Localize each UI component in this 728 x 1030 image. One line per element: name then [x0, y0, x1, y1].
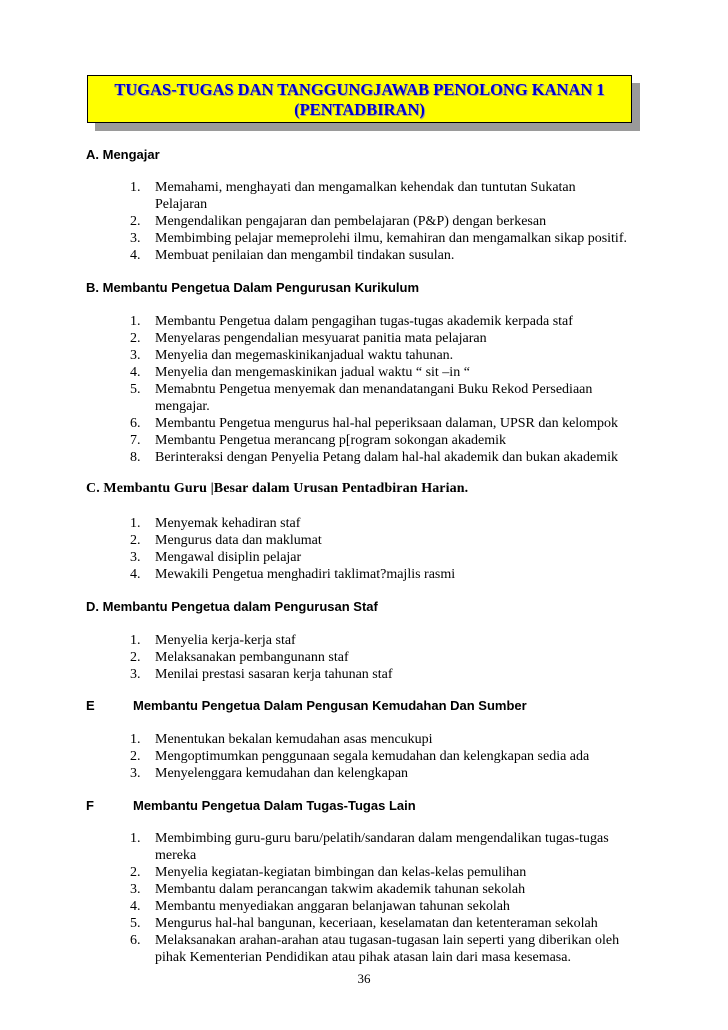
list-item	[130, 179, 627, 213]
list-item	[130, 830, 619, 864]
list-item-number: 3.	[130, 348, 141, 363]
list-item-number: 5.	[130, 382, 141, 397]
list-item	[130, 898, 619, 915]
section-c-list	[130, 515, 455, 583]
list-item-number: 2.	[130, 650, 141, 665]
list-item-number: 3.	[130, 766, 141, 781]
list-item	[130, 347, 618, 364]
section-f-list	[130, 830, 619, 966]
list-item	[130, 881, 619, 898]
list-item-text: Menyelia kerja-kerja staf	[155, 633, 296, 648]
list-item	[130, 532, 455, 549]
list-item-number: 4.	[130, 899, 141, 914]
list-item-number: 5.	[130, 916, 141, 931]
list-item-number: 3.	[130, 550, 141, 565]
section-d-list	[130, 632, 393, 683]
list-item-text: Menyelaras pengendalian mesyuarat panitia mata pelajaran	[155, 331, 487, 346]
section-f-title: Membantu Pengetua Dalam Tugas-Tugas Lain	[133, 798, 416, 813]
list-item-number: 2.	[130, 749, 141, 764]
list-item	[130, 666, 393, 683]
list-item-text: Berinteraksi dengan Penyelia Petang dalam hal-hal akademik dan bukan akademik	[155, 450, 619, 465]
title-line-2: (PENTADBIRAN)	[294, 100, 425, 119]
list-item-text: Membantu Pengetua dalam pengagihan tugas-tugas akademik kerpada staf	[155, 314, 573, 329]
title-line-1: TUGAS-TUGAS DAN TANGGUNGJAWAB PENOLONG KANAN 1	[114, 80, 605, 99]
list-item	[130, 765, 589, 782]
list-item-number: 4.	[130, 248, 141, 263]
list-item	[130, 432, 618, 449]
list-item-text: Membantu Pengetua merancang p[rogram sokongan akademik	[155, 433, 507, 448]
list-item-text: Menilai prestasi sasaran kerja tahunan staf	[155, 667, 393, 682]
list-item	[130, 449, 618, 466]
list-item-text: Membantu Pengetua mengurus hal-hal peperiksaan dalaman, UPSR dan kelompok	[155, 416, 619, 431]
section-e-heading	[86, 698, 527, 713]
list-item	[130, 515, 455, 532]
list-item-text: Membimbing guru-guru baru/pelatih/sandaran dalam mengendalikan tugas-tugas mereka	[155, 831, 609, 863]
section-f-letter: F	[86, 798, 94, 813]
list-item-text: Membantu menyediakan anggaran belanjawan tahunan sekolah	[155, 899, 510, 914]
list-item-text: Mengurus hal-hal bangunan, keceriaan, keselamatan dan ketenteraman sekolah	[155, 916, 598, 931]
list-item-number: 4.	[130, 365, 141, 380]
list-item-text: Memabntu Pengetua menyemak dan menandatangani Buku Rekod Persediaan mengajar.	[155, 382, 593, 414]
section-a-list	[130, 179, 627, 264]
section-d-heading: D. Membantu Pengetua dalam Pengurusan Staf	[86, 599, 378, 614]
list-item-text: Menyelia kegiatan-kegiatan bimbingan dan kelas-kelas pemulihan	[155, 865, 527, 880]
list-item-number: 1.	[130, 732, 141, 747]
list-item-number: 6.	[130, 933, 141, 948]
list-item-text: Menyemak kehadiran staf	[155, 516, 301, 531]
list-item-number: 2.	[130, 533, 141, 548]
list-item	[130, 247, 627, 264]
list-item-text: Mengoptimumkan penggunaan segala kemudahan dan kelengkapan sedia ada	[155, 749, 590, 764]
list-item-number: 3.	[130, 667, 141, 682]
section-a-heading: A. Mengajar	[86, 147, 160, 162]
list-item-text: Melaksanakan arahan-arahan atau tugasan-tugasan lain seperti yang diberikan oleh pihak Kementerian Pendidikan atau pihak atasan lain dari masa kesemasa.	[155, 933, 620, 965]
list-item-number: 8.	[130, 450, 141, 465]
list-item-text: Menyelia dan megemaskinikanjadual waktu tahunan.	[155, 348, 454, 363]
list-item-number: 1.	[130, 831, 141, 846]
list-item-text: Mewakili Pengetua menghadiri taklimat?majlis rasmi	[155, 567, 456, 582]
list-item-number: 6.	[130, 416, 141, 431]
section-b-heading: B. Membantu Pengetua Dalam Pengurusan Kurikulum	[86, 280, 419, 295]
list-item-number: 7.	[130, 433, 141, 448]
section-e-list	[130, 731, 589, 782]
list-item-text: Membuat penilaian dan mengambil tindakan susulan.	[155, 248, 455, 263]
list-item-text: Melaksanakan pembangunann staf	[155, 650, 349, 665]
section-b-list	[130, 313, 618, 466]
list-item	[130, 566, 455, 583]
list-item-text: Menyelenggara kemudahan dan kelengkapan	[155, 766, 409, 781]
list-item	[130, 864, 619, 881]
list-item-text: Mengurus data dan maklumat	[155, 533, 322, 548]
list-item	[130, 932, 619, 966]
list-item	[130, 731, 589, 748]
list-item-text: Memahami, menghayati dan mengamalkan kehendak dan tuntutan Sukatan Pelajaran	[155, 180, 576, 212]
list-item-number: 3.	[130, 231, 141, 246]
list-item-number: 2.	[130, 214, 141, 229]
list-item-text: Membimbing pelajar memeprolehi ilmu, kemahiran dan mengamalkan sikap positif.	[155, 231, 627, 246]
list-item	[130, 213, 627, 230]
list-item-number: 4.	[130, 567, 141, 582]
list-item-number: 2.	[130, 865, 141, 880]
list-item-number: 1.	[130, 314, 141, 329]
list-item	[130, 649, 393, 666]
section-e-letter: E	[86, 698, 95, 713]
list-item-number: 1.	[130, 633, 141, 648]
list-item	[130, 230, 627, 247]
list-item	[130, 330, 618, 347]
list-item-text: Menentukan bekalan kemudahan asas mencukupi	[155, 732, 433, 747]
list-item	[130, 915, 619, 932]
list-item-number: 2.	[130, 331, 141, 346]
list-item-text: Mengawal disiplin pelajar	[155, 550, 302, 565]
section-e-title: Membantu Pengetua Dalam Pengusan Kemudahan Dan Sumber	[133, 698, 527, 713]
list-item-text: Menyelia dan mengemaskinikan jadual waktu “ sit –in “	[155, 365, 470, 380]
list-item	[130, 381, 618, 415]
list-item	[130, 549, 455, 566]
list-item	[130, 313, 618, 330]
list-item-number: 1.	[130, 180, 141, 195]
list-item-number: 1.	[130, 516, 141, 531]
list-item-text: Mengendalikan pengajaran dan pembelajaran (P&P) dengan berkesan	[155, 214, 547, 229]
list-item	[130, 632, 393, 649]
list-item	[130, 415, 618, 432]
section-c-heading: C. Membantu Guru |Besar dalam Urusan Pentadbiran Harian.	[86, 481, 469, 496]
list-item	[130, 748, 589, 765]
list-item	[130, 364, 618, 381]
list-item-number: 3.	[130, 882, 141, 897]
title-banner	[87, 75, 632, 123]
list-item-text: Membantu dalam perancangan takwim akademik tahunan sekolah	[155, 882, 526, 897]
section-f-heading	[86, 798, 416, 813]
page-number: 36	[357, 971, 371, 986]
